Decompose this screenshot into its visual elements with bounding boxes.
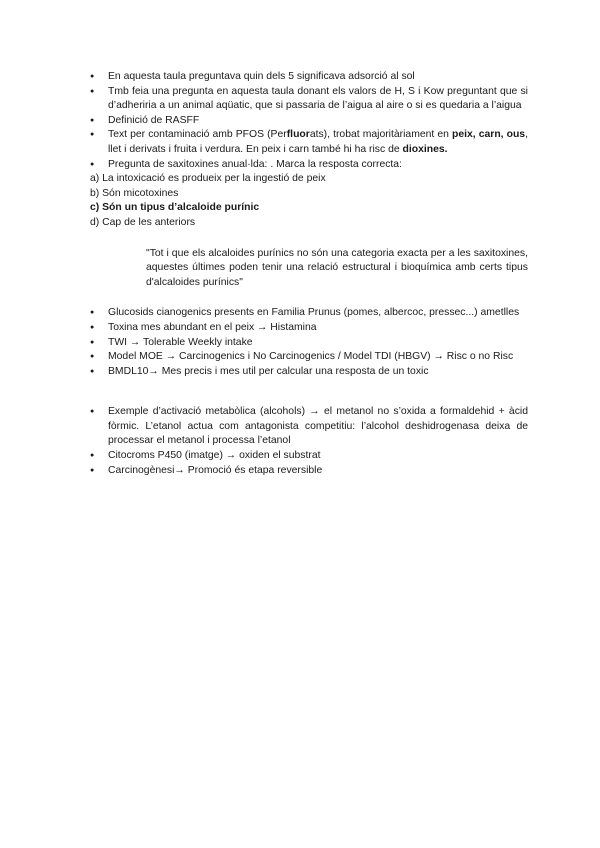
pfos-text-2: ats), trobat majoritàriament en bbox=[309, 129, 452, 141]
pfos-text-1: Text per contaminació amb PFOS (Per bbox=[108, 129, 287, 141]
answer-c bbox=[90, 201, 528, 216]
list-item: ● En aquesta taula preguntava quin dels 5 significava adsorció al sol bbox=[90, 70, 528, 85]
list-item-question: ● Pregunta de saxitoxines anual·lda: . Marca la resposta correcta: bbox=[90, 158, 528, 173]
answer-c-bold: c) Són un tipus d’alcaloide purínic bbox=[90, 202, 260, 214]
spacer bbox=[90, 379, 528, 405]
list-item: ● Citocroms P450 (imatge) → oxiden el substrat bbox=[90, 449, 528, 464]
list-item: ● Model MOE → Carcinogenics i No Carcinogenics / Model TDI (HBGV) → Risc o no Risc bbox=[90, 350, 528, 365]
list-item: ● BMDL10→ Mes precis i mes util per calcular una resposta de un toxic bbox=[90, 365, 528, 380]
list-item-pfos bbox=[90, 128, 528, 157]
answer-b: b) Són micotoxines bbox=[90, 187, 179, 199]
pfos-text-3: , llet i derivats i fruita i verdura. En peix i carn també hi ha risc de bbox=[108, 129, 528, 155]
pfos-bold-3: dioxines. bbox=[402, 143, 448, 155]
list-item: ● Glucosids cianogenics presents en Familia Prunus (pomes, albercoc, pressec...) ametlles bbox=[90, 306, 528, 321]
list-item: ● Definició de RASFF bbox=[90, 114, 528, 129]
bullet-list-2 bbox=[90, 306, 528, 379]
list-item: ● Tmb feia una pregunta en aquesta taula donant els valors de H, S i Kow preguntant que si d’adheriria a un animal aqüatic, que si passaria de l’aigua al aire o si es quedaria a l’aigua bbox=[90, 85, 528, 114]
quote-block: "Tot i que els alcaloides purínics no són una categoria exacta per a les saxitoxines, aquestes últimes poden tenir una relació estructural i bioquímica amb certs tipus d'alcaloides purínics" bbox=[146, 247, 528, 288]
pfos-bold-1: fluor bbox=[286, 129, 310, 141]
pfos-bold-2: peix, carn, ous bbox=[451, 129, 526, 141]
list-item: ● Toxina mes abundant en el peix → Histamina bbox=[90, 321, 528, 336]
bullet-list-3 bbox=[90, 405, 528, 478]
document-content bbox=[90, 70, 528, 478]
list-item: ● TWI → Tolerable Weekly intake bbox=[90, 336, 528, 351]
bullet-list-1 bbox=[90, 70, 528, 172]
list-item: ● Carcinogènesi→ Promoció és etapa reversible bbox=[90, 464, 528, 479]
answer-a: a) La intoxicació es produeix per la ingestió de peix bbox=[90, 173, 326, 185]
list-item: ● Exemple d’activació metabòlica (alcohols) → el metanol no s’oxida a formaldehid + àcid fòrmic. L’etanol actua com antagonista competitiu: l’alcohol deshidrogenasa deixa de processar el metanol i processa l’etanol bbox=[90, 405, 528, 449]
answer-d: d) Cap de les anteriors bbox=[90, 216, 196, 228]
